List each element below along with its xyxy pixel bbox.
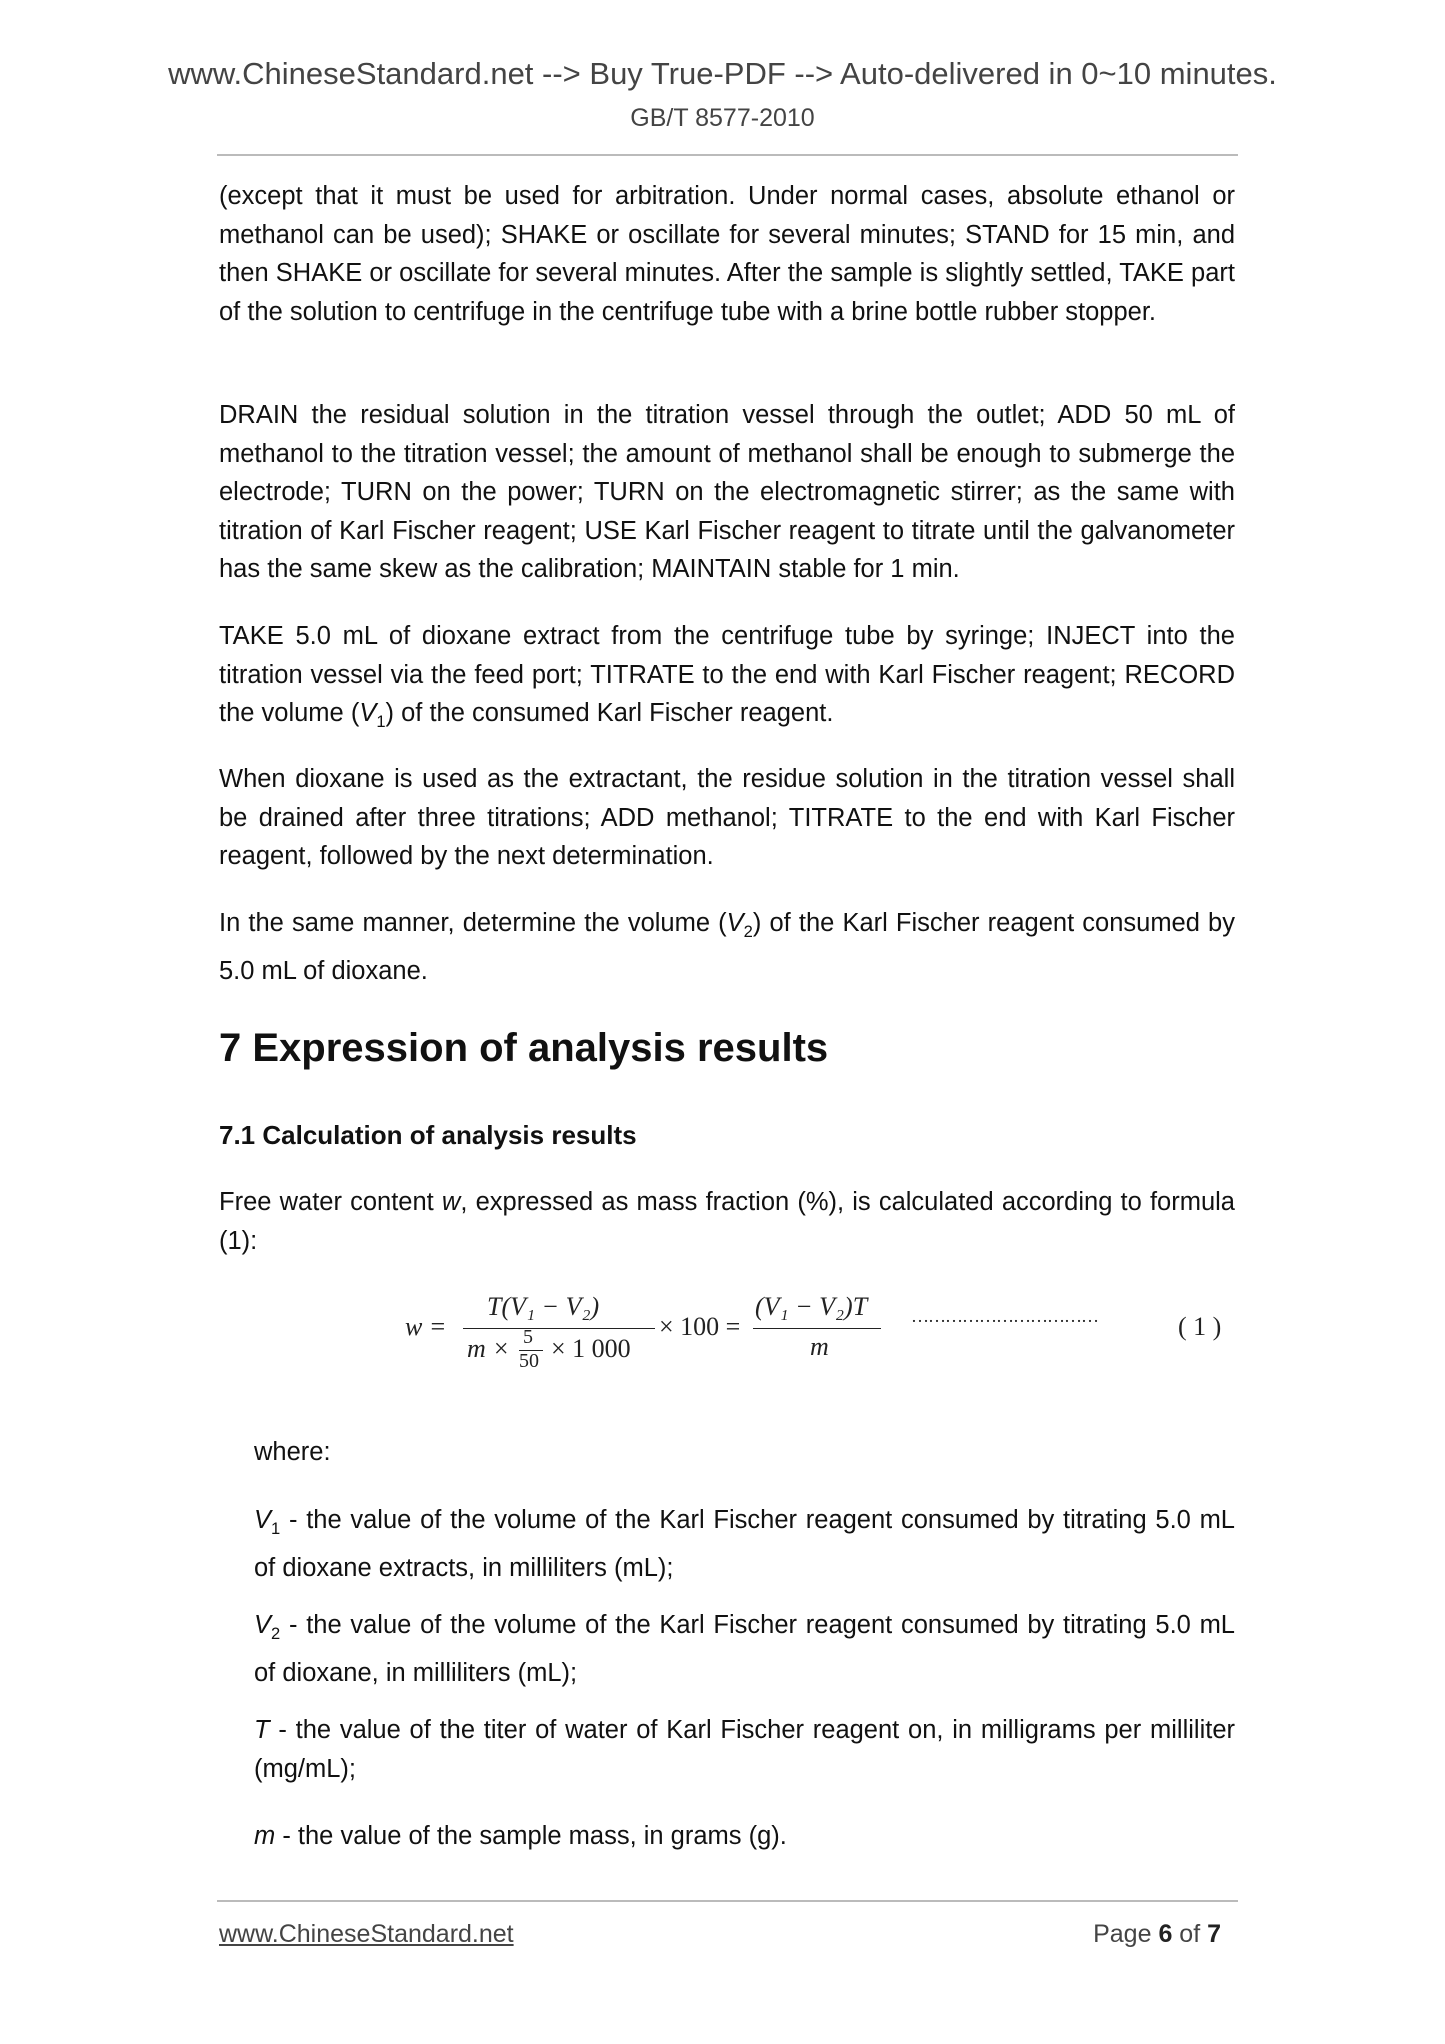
- formula-numerator-2: (V₁ − V₂)T: [755, 1292, 868, 1321]
- formula-denominator-a: m ×: [467, 1334, 510, 1363]
- formula-denominator-b: × 1 000: [551, 1334, 631, 1363]
- paragraph: TAKE 5.0 mL of dioxane extract from the centrifuge tube by syringe; INJECT into the titration vessel via the feed port; TITRATE to the end with Karl Fischer reagent; RECORD the volume $(V_1)$ of the consumed Karl Fischer reagent.: [219, 622, 1235, 732]
- paragraph: In the same manner, determine the volume $(V_2)$ of the Karl Fischer reagent consumed by 5.0 mL of dioxane.: [219, 909, 1235, 985]
- section-heading: 7 Expression of analysis results: [219, 1026, 829, 1070]
- fraction-bar: [753, 1328, 881, 1329]
- fraction-bar: [463, 1328, 655, 1329]
- standard-number: GB/T 8577-2010: [630, 104, 815, 132]
- formula-multiplier: × 100 =: [659, 1312, 741, 1341]
- formula-number: ( 1 ): [1178, 1312, 1222, 1341]
- formula-leader: ……………………………: [911, 1306, 1098, 1326]
- header-banner: www.ChineseStandard.net --> Buy True-PDF --> Auto-delivered in 0~10 minutes.: [168, 56, 1277, 91]
- formula-1: [405, 1292, 1235, 1382]
- small-fraction-num: 5: [523, 1326, 533, 1348]
- definition-v1: $V_1$ - the value of the volume of the Karl Fischer reagent consumed by titrating 5.0 mL of dioxane extracts, in milliliters (mL);: [254, 1506, 1235, 1582]
- subsection-heading: 7.1 Calculation of analysis results: [219, 1120, 637, 1150]
- formula-denominator-2: m: [810, 1332, 829, 1361]
- footer-link[interactable]: www.ChineseStandard.net: [219, 1920, 514, 1948]
- paragraph: DRAIN the residual solution in the titration vessel through the outlet; ADD 50 mL of methanol to the titration vessel; the amount of methanol shall be enough to submerge the electrode; TURN on the power; TURN on the electromagnetic stirrer; as the same with titration of Karl Fischer reagent; USE Karl Fischer reagent to titrate until the galvanometer has the same skew as the calibration; MAINTAIN stable for 1 min.: [219, 401, 1235, 583]
- page-number: Page 6 of 7: [1093, 1920, 1221, 1948]
- paragraph: (except that it must be used for arbitration. Under normal cases, absolute ethanol or methanol can be used); SHAKE or oscillate for several minutes; STAND for 15 min, and then SHAKE or oscillate for several minutes. After the sample is slightly settled, TAKE part of the solution to centrifuge in the centrifuge tube with a brine bottle rubber stopper.: [219, 182, 1235, 326]
- footer-divider: [217, 1900, 1238, 1902]
- paragraph: When dioxane is used as the extractant, the residue solution in the titration vessel shall be drained after three titrations; ADD methanol; TITRATE to the end with Karl Fischer reagent, followed by the next determination.: [219, 765, 1235, 870]
- definition-m: m - the value of the sample mass, in grams (g).: [254, 1822, 787, 1850]
- formula-lhs: w =: [405, 1312, 447, 1341]
- definition-v2: $V_2$ - the value of the volume of the Karl Fischer reagent consumed by titrating 5.0 mL of dioxane, in milliliters (mL);: [254, 1611, 1235, 1687]
- definition-t: T - the value of the titer of water of Karl Fischer reagent on, in milligrams per milliliter (mg/mL);: [254, 1716, 1235, 1783]
- where-label: where:: [254, 1438, 331, 1466]
- small-fraction-den: 50: [519, 1350, 539, 1372]
- formula-intro: Free water content w, expressed as mass fraction (%), is calculated according to formula (1):: [219, 1188, 1235, 1255]
- header-divider: [217, 154, 1238, 156]
- formula-numerator-1: T(V₁ − V₂): [487, 1292, 600, 1321]
